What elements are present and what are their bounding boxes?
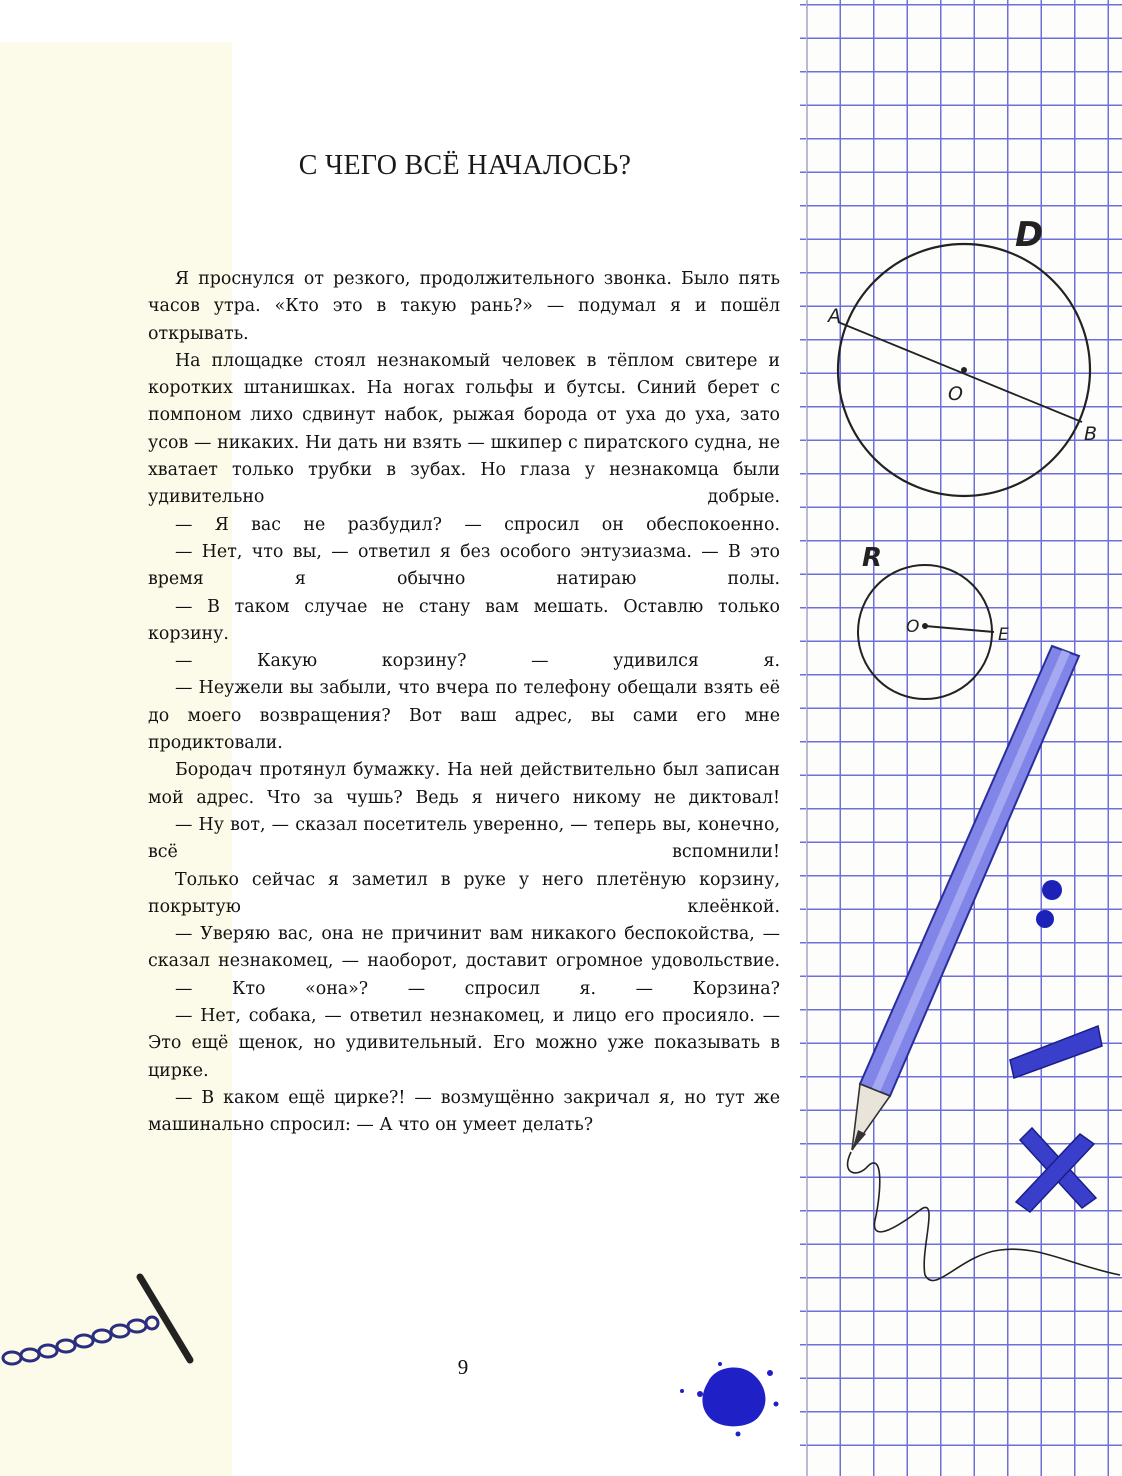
paragraph: — Уверяю вас, она не причинит вам никакого беспокойства, — сказал незнакомец, — наоборот, доставит огромное удовольствие. (148, 924, 780, 972)
label-b: B (1084, 423, 1098, 445)
paragraph: На площадке стоял незнакомый человек в тёплом свитере и коротких штанишках. На ногах гольфы и бутсы. Синий берет с помпоном лихо сдвинут набок, рыжая борода от уха до уха, зато усов — никаких. Ни дать ни взять — шкипер с пиратского судна, не хватает только трубки в зубах. Но глаза у незнакомца были удивительно добрые. (148, 350, 780, 508)
paragraph: — В каком ещё цирке?! — возмущённо закричал я, но тут же машинально спросил: — А что он умеет делать? (148, 1087, 780, 1136)
paragraph: — Я вас не разбудил? — спросил он обеспокоенно. (175, 514, 780, 535)
paragraph: — Ну вот, — сказал посетитель уверенно, — теперь вы, конечно, всё вспомнили! (148, 814, 780, 863)
paragraph: Только сейчас я заметил в руке у него плетёную корзину, покрытую клеёнкой. (148, 869, 780, 917)
label-d: D (1015, 215, 1044, 255)
minus-sign-icon (1010, 1026, 1102, 1078)
paragraph: — Какую корзину? — удивился я. (175, 651, 780, 672)
chain-icon (3, 1277, 190, 1364)
paragraph: — Нет, собака, — ответил незнакомец, и лицо его просияло. — Это ещё щенок, но удивительный. Его можно уже показывать в цирке. (148, 1006, 780, 1081)
paragraph: Я проснулся от резкого, продолжительного звонка. Было пять часов утра. «Кто это в такую рань?» — подумал я и пошёл открывать. (148, 269, 780, 344)
paragraph: — В таком случае не стану вам мешать. Оставлю только корзину. (148, 596, 780, 644)
circle-diagram-large (826, 215, 1097, 496)
paragraph: — Неужели вы забыли, что вчера по телефону обещали взять её до моего возвращения? Вот ваш адрес, вы сами его мне продиктовали. (148, 678, 780, 754)
circle-diagram-small (858, 543, 1009, 699)
colon-dots-icon (1036, 880, 1062, 928)
times-sign-icon (1016, 1128, 1096, 1212)
paragraph: — Кто «она»? — спросил я. — Корзина? (175, 978, 780, 999)
chapter-title: С ЧЕГО ВСЁ НАЧАЛОСЬ? (298, 150, 632, 181)
label-o-small: O (906, 617, 920, 637)
label-o: O (948, 383, 963, 405)
ink-blot-icon (680, 1362, 779, 1437)
paragraph: Бородач протянул бумажку. На ней действительно был записан мой адрес. Что за чушь? Ведь я ничего никому не диктовал! (148, 760, 780, 808)
page-number: 9 (457, 1355, 469, 1379)
label-r: R (862, 543, 883, 573)
label-a: A (828, 305, 841, 327)
label-e: E (998, 625, 1009, 645)
paragraph: — Нет, что вы, — ответил я без особого энтузиазма. — В это время я обычно натираю полы. (148, 541, 780, 590)
